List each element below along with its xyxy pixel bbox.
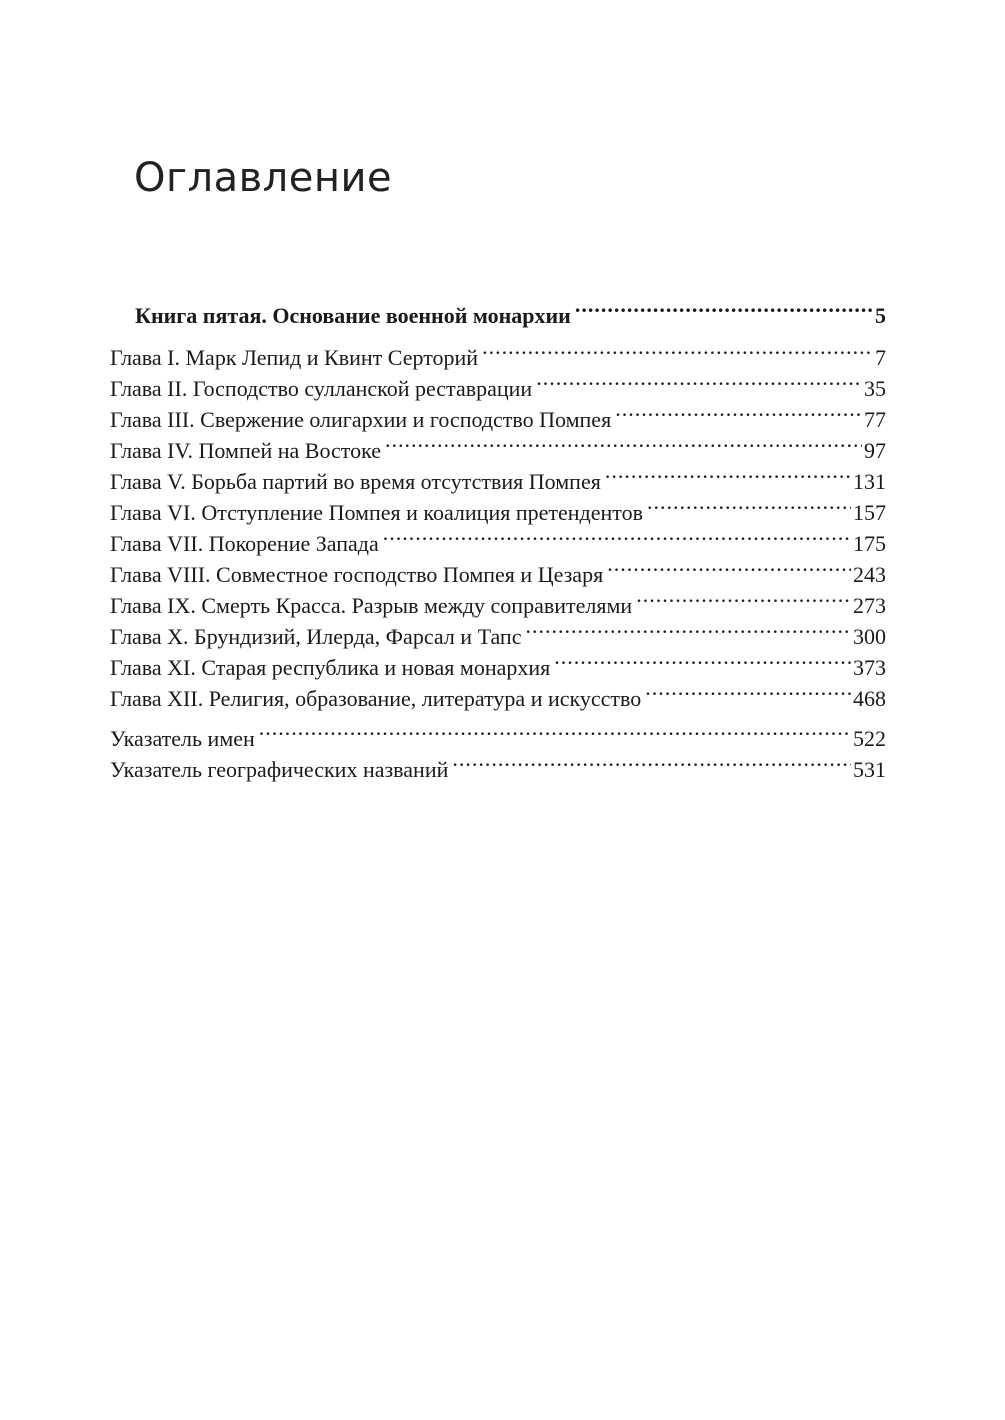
toc-entry-chapter-1[interactable] [110,334,886,370]
toc-entry-title: Глава IV. Помпей на Востоке [110,438,382,463]
toc-entry-book[interactable] [110,292,886,328]
toc-entry-title: Глава VI. Отступление Помпея и коалиция претендентов [110,500,643,525]
toc-entry-page: 468 [853,686,886,711]
dot-leader [554,644,851,675]
toc-entry-title: Глава XI. Старая республика и новая монархия [110,655,551,680]
toc-entry-title: Глава II. Господство сулланской реставрации [110,376,533,401]
toc-entry-title: Глава IX. Смерть Красса. Разрыв между соправителями [110,593,633,618]
toc-entry-page: 131 [853,469,886,494]
toc-entry-page: 273 [853,593,886,618]
dot-leader [636,582,851,613]
dot-leader [259,715,851,746]
dot-leader [615,396,862,427]
toc-entry-title: Глава V. Борьба партий во время отсутствия Помпея [110,469,601,494]
toc-entry-page: 522 [853,726,886,751]
toc-entry-title: Глава X. Брундизий, Илерда, Фарсал и Тапс [110,624,522,649]
dot-leader [575,292,873,323]
toc-entry-page: 373 [853,655,886,680]
toc-entry-page: 35 [864,376,886,401]
toc-entry-title: Глава VII. Покорение Запада [110,531,379,556]
toc-entry-page: 97 [864,438,886,463]
dot-leader [607,551,851,582]
toc-entry-title: Глава XII. Религия, образование, литература и искусство [110,686,642,711]
dot-leader [525,613,851,644]
dot-leader [482,334,873,365]
toc-entry-page: 243 [853,562,886,587]
dot-leader [452,746,851,777]
dot-leader [536,365,862,396]
toc-entry-page: 175 [853,531,886,556]
toc-entry-page: 157 [853,500,886,525]
toc-entry-page: 77 [864,407,886,432]
dot-leader [383,520,851,551]
toc-entry-title: Указатель имен [110,726,255,751]
toc-entry-page: 300 [853,624,886,649]
dot-leader [385,427,862,458]
dot-leader [647,489,851,520]
toc-entry-title: Глава VIII. Совместное господство Помпея и Цезаря [110,562,604,587]
toc-entry-page: 5 [875,303,886,328]
toc-entry-page: 531 [853,757,886,782]
toc-entry-page: 7 [875,345,886,370]
toc-entry-title: Глава I. Марк Лепид и Квинт Серторий [110,345,479,370]
dot-leader [645,675,851,706]
toc-entry-title: Указатель географических названий [110,757,449,782]
toc-entry-title: Глава III. Свержение олигархии и господство Помпея [110,407,612,432]
page-title: Оглавление [134,155,393,201]
toc-entry-index-names[interactable] [110,715,886,751]
toc-entry-title: Книга пятая. Основание военной монархии [135,303,571,328]
table-of-contents [110,292,886,782]
dot-leader [605,458,851,489]
